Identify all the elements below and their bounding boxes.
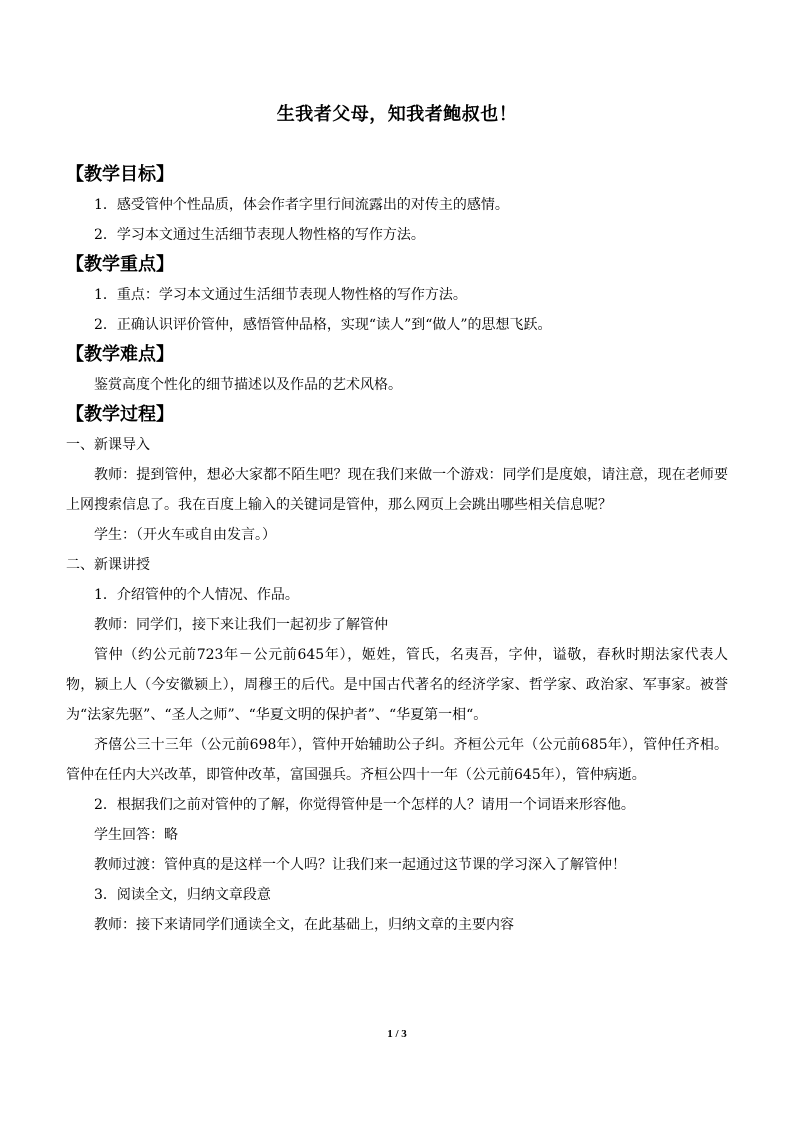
key-point-item: 1．重点：学习本文通过生活细节表现人物性格的写作方法。	[94, 287, 467, 303]
goal-item: 2．学习本文通过生活细节表现人物性格的写作方法。	[94, 227, 425, 243]
paragraph: 学生：（开火车或自由发言。）	[94, 527, 276, 543]
paragraph: 1．介绍管仲的个人情况、作品。	[94, 587, 299, 603]
paragraph: 齐僖公三十三年（公元前698年），管仲开始辅助公子纠。齐桓公元年（公元前685年），管仲任齐相。管仲在任内大兴改革，即管仲改革，富国强兵。齐桓公四十一年（公元前645年），管仲病逝。	[66, 737, 728, 783]
key-point-item: 2．正确认识评价管仲，感悟管仲品格，实现“读人”到“做人”的思想飞跃。	[94, 317, 552, 333]
process-part-title: 一、新课导入	[66, 437, 150, 453]
section-heading-key-points: 【教学重点】	[66, 254, 174, 275]
section-heading-process: 【教学过程】	[66, 404, 174, 425]
paragraph: 教师：提到管仲，想必大家都不陌生吧？现在我们来做一个游戏：同学们是度娘，请注意，现在老师要上网搜索信息了。我在百度上输入的关键词是管仲，那么网页上会跳出哪些相关信息呢？	[66, 467, 728, 513]
goal-item: 1．感受管仲个性品质，体会作者字里行间流露出的对传主的感情。	[94, 197, 509, 213]
process-part-title: 二、新课讲授	[66, 557, 150, 573]
document-body	[66, 160, 728, 940]
paragraph: 教师过渡：管仲真的是这样一个人吗？让我们来一起通过这节课的学习深入了解管仲！	[94, 857, 626, 873]
paragraph: 3．阅读全文，归纳文章段意	[94, 887, 271, 903]
paragraph: 管仲（约公元前723年－公元前645年），姬姓，管氏，名夷吾，字仲，谥敬，春秋时期法家代表人物，颍上人（今安徽颍上），周穆王的后代。是中国古代著名的经济学家、哲学家、政治家、军事家。被誉为“法家先驱”、“圣人之师”、“华夏文明的保护者”、“华夏第一相“。	[66, 647, 728, 723]
section-heading-goals: 【教学目标】	[66, 164, 174, 185]
page-number: 1 / 3	[387, 1028, 407, 1040]
section-heading-difficulties: 【教学难点】	[66, 344, 174, 365]
paragraph: 教师：同学们，接下来让我们一起初步了解管仲	[94, 617, 388, 633]
paragraph: 学生回答：略	[94, 827, 178, 843]
document-title: 生我者父母，知我者鲍叔也！	[276, 104, 518, 125]
difficulty-item: 鉴赏高度个性化的细节描述以及作品的艺术风格。	[94, 377, 402, 393]
paragraph: 教师：接下来请同学们通读全文，在此基础上，归纳文章的主要内容	[94, 917, 514, 933]
paragraph: 2．根据我们之前对管仲的了解，你觉得管仲是一个怎样的人？请用一个词语来形容他。	[94, 797, 635, 813]
